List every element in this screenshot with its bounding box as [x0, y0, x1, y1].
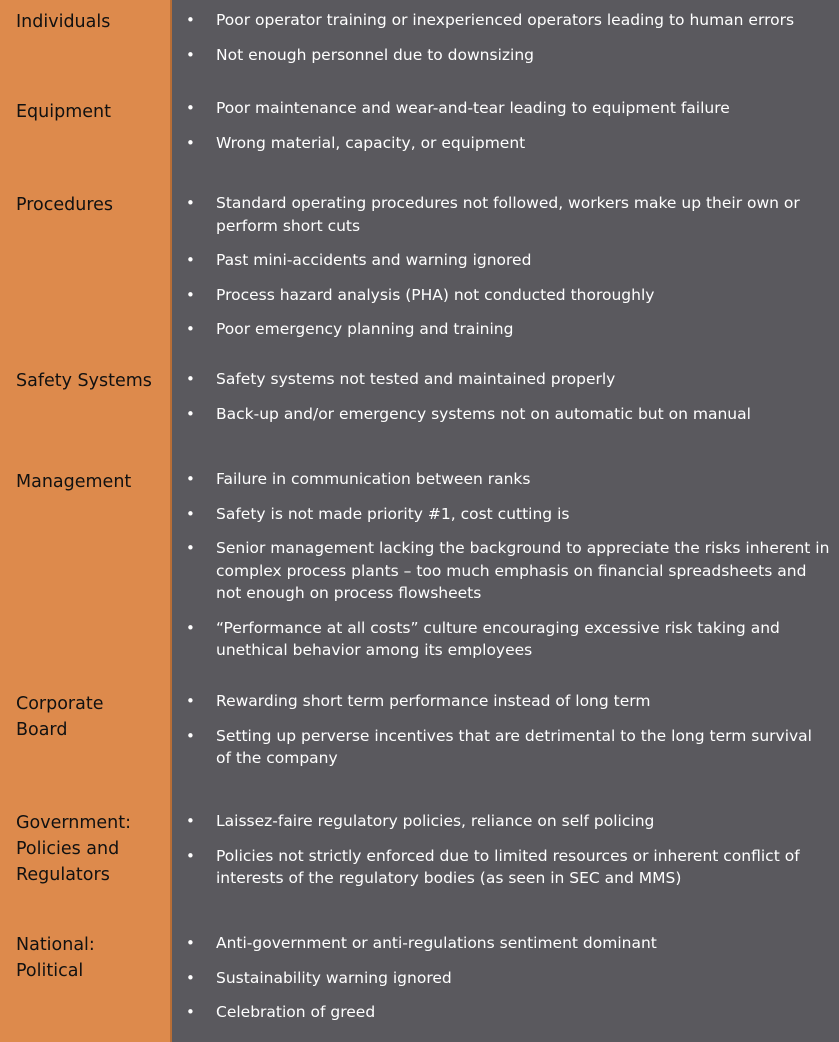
list-item: • Poor maintenance and wear-and-tear leading to equipment failure [186, 99, 730, 117]
bullet-icon: • [186, 285, 195, 304]
bullet-icon: • [186, 968, 195, 987]
category-label: Safety Systems [16, 371, 152, 391]
bullet-icon: • [186, 320, 195, 338]
category-label: National: Political [16, 935, 95, 981]
bullet-icon: • [186, 692, 195, 710]
list-item: • Safety is not made priority #1, cost cutting is [186, 504, 570, 523]
cause-list [172, 9, 822, 78]
bullet-icon: • [186, 251, 195, 269]
category-label: Procedures [16, 195, 114, 215]
category-label: Government: Policies and Regulators [16, 813, 132, 885]
list-item: • Rewarding short term performance instead of long term [186, 692, 651, 710]
category-label: Corporate Board [16, 694, 104, 740]
bullet-icon: • [186, 194, 195, 212]
cause-list [172, 468, 830, 674]
list-item: • “Performance at all costs” culture encouraging excessive risk taking and unethical behavior among its employees [186, 618, 780, 659]
cause-list [172, 368, 822, 437]
list-item: • Laissez-faire regulatory policies, reliance on self policing [186, 812, 655, 830]
bullet-icon: • [186, 726, 195, 745]
bullet-icon: • [186, 99, 195, 117]
cause-list [172, 810, 822, 902]
list-item: • Setting up perverse incentives that are detrimental to the long term survival of the company [186, 726, 812, 767]
bullet-icon: • [186, 1003, 195, 1021]
list-item: • Back-up and/or emergency systems not on automatic but on manual [186, 404, 751, 423]
bullet-icon: • [186, 846, 195, 865]
cause-list [172, 932, 822, 1036]
cause-list [172, 97, 822, 166]
list-item: • Poor operator training or inexperienced operators leading to human errors [186, 11, 795, 29]
list-item: • Policies not strictly enforced due to limited resources or inherent conflict of interests of the regulatory bodies (as seen in SEC and MMS) [186, 846, 800, 887]
bullet-icon: • [186, 11, 195, 29]
bullet-icon: • [186, 934, 195, 952]
list-item: • Senior management lacking the background to appreciate the risks inherent in complex process plants – too much emphasis on financial spreadsheets and not enough on process flowsheets [186, 539, 830, 602]
list-item: • Past mini-accidents and warning ignored [186, 251, 532, 269]
category-label: Individuals [16, 12, 111, 32]
bullet-icon: • [186, 470, 195, 488]
bullet-icon: • [186, 133, 195, 152]
list-item: • Celebration of greed [186, 1003, 376, 1021]
bullet-icon: • [186, 370, 195, 388]
bullet-icon: • [186, 404, 195, 423]
list-item: • Standard operating procedures not followed, workers make up their own or perform short cuts [186, 194, 800, 235]
list-item: • Wrong material, capacity, or equipment [186, 133, 526, 152]
category-label: Management [16, 472, 132, 492]
bullet-icon: • [186, 618, 195, 637]
list-item: • Poor emergency planning and training [186, 320, 514, 338]
list-item: • Safety systems not tested and maintained properly [186, 370, 616, 388]
cause-list [172, 192, 822, 353]
list-item: • Failure in communication between ranks [186, 470, 531, 488]
category-label: Equipment [16, 102, 111, 122]
bullet-icon: • [186, 45, 195, 64]
cause-list [172, 690, 822, 782]
bullet-icon: • [186, 504, 195, 523]
list-item: • Not enough personnel due to downsizing [186, 45, 534, 64]
list-item: • Process hazard analysis (PHA) not conducted thoroughly [186, 285, 655, 304]
bullet-icon: • [186, 539, 195, 557]
list-item: • Anti-government or anti-regulations sentiment dominant [186, 934, 657, 952]
list-item: • Sustainability warning ignored [186, 968, 452, 987]
bullet-icon: • [186, 812, 195, 830]
